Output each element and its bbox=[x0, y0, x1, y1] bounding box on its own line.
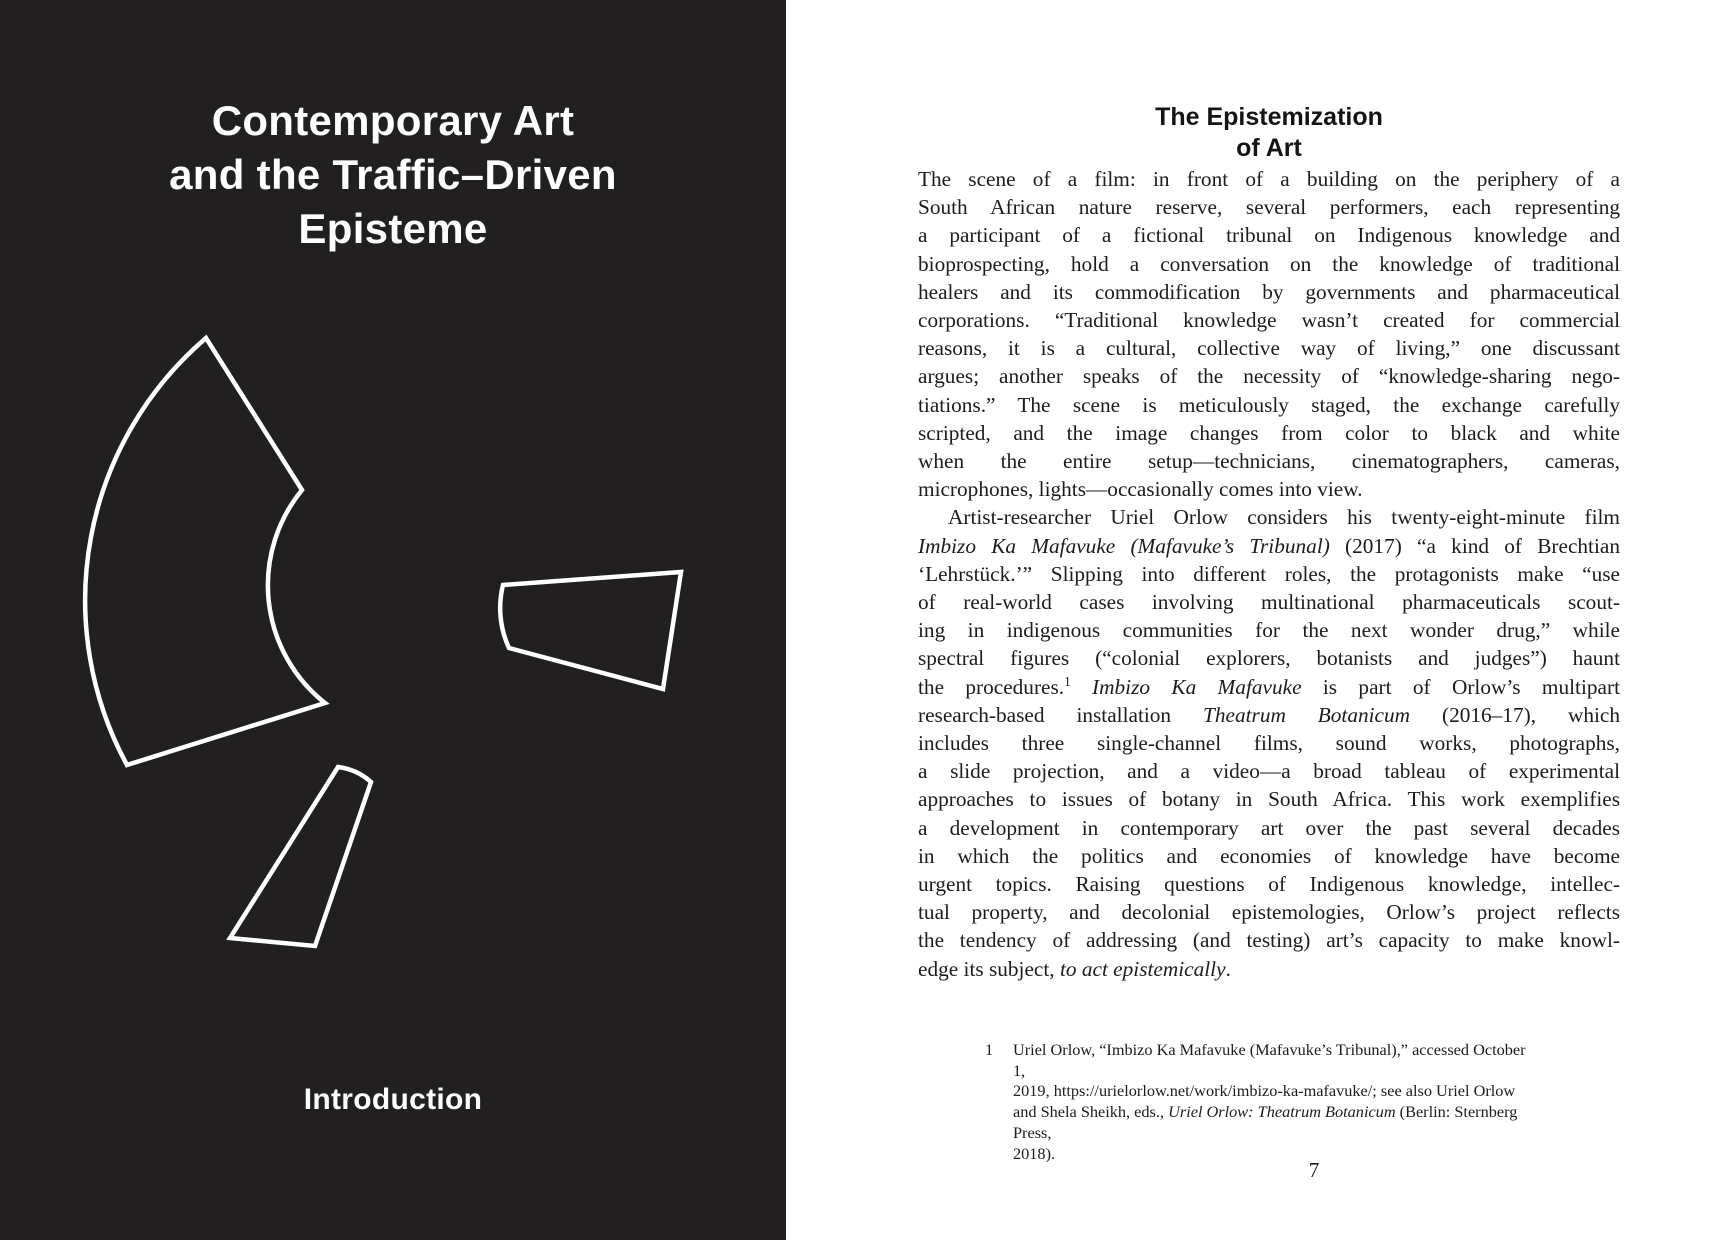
footnote-line: 2019, https://urielorlow.net/work/imbizo-ka-mafavuke/; see also Uriel Orlow bbox=[1013, 1081, 1516, 1101]
text-line: of real-world cases involving multinational pharmaceuticals scout- bbox=[918, 590, 1620, 615]
text-line: South African nature reserve, several performers, each representing bbox=[918, 195, 1620, 220]
text-line: microphones, lights—occasionally comes into view. bbox=[918, 477, 1363, 502]
text-line: approaches to issues of botany in South Africa. This work exemplifies bbox=[918, 787, 1620, 812]
text-line: healers and its commodification by governments and pharmaceutical bbox=[918, 279, 1620, 304]
section-heading bbox=[918, 102, 1620, 164]
text-line: includes three single-channel films, sound works, photographs, bbox=[918, 731, 1620, 756]
text-line: reasons, it is a cultural, collective way of living,” one discussant bbox=[918, 336, 1620, 361]
paragraph bbox=[918, 503, 1620, 982]
text-line: argues; another speaks of the necessity of “knowledge-sharing nego- bbox=[918, 364, 1620, 389]
section-heading-line-2: of Art bbox=[1236, 134, 1302, 162]
paragraph bbox=[918, 165, 1620, 503]
fan-segment-thin bbox=[230, 767, 371, 946]
footnote-line: and Shela Sheikh, eds., Uriel Orlow: Theatrum Botanicum (Berlin: Sternberg Press, bbox=[1013, 1102, 1518, 1142]
fan-segments-graphic bbox=[0, 0, 786, 1240]
text-line: when the entire setup—technicians, cinematographers, cameras, bbox=[918, 449, 1620, 474]
body-text bbox=[918, 165, 1620, 983]
text-line: the tendency of addressing (and testing) art’s capacity to make knowl- bbox=[918, 928, 1620, 953]
footnote-number: 1 bbox=[985, 1040, 994, 1059]
text-line: Artist-researcher Uriel Orlow considers his twenty-eight-minute film bbox=[948, 505, 1620, 530]
text-line: research-based installation Theatrum Botanicum (2016–17), which bbox=[918, 702, 1620, 727]
text-line: a participant of a fictional tribunal on Indigenous knowledge and bbox=[918, 223, 1620, 248]
page-number: 7 bbox=[1308, 1158, 1320, 1182]
text-line: corporations. “Traditional knowledge wasn’t created for commercial bbox=[918, 308, 1620, 333]
text-line: bioprospecting, hold a conversation on the knowledge of traditional bbox=[918, 251, 1620, 276]
text-line: ‘Lehrstück.’” Slipping into different roles, the protagonists make “use bbox=[918, 561, 1620, 586]
footnote-text bbox=[918, 1040, 1538, 1164]
text-line: in which the politics and economies of knowledge have become bbox=[918, 843, 1620, 868]
text-line: The scene of a film: in front of a building on the periphery of a bbox=[918, 167, 1620, 191]
text-line: a slide projection, and a video—a broad tableau of experimental bbox=[918, 759, 1620, 784]
text-line: edge its subject, to act epistemically. bbox=[918, 956, 1231, 981]
chapter-title-line-3: Episteme bbox=[298, 205, 488, 252]
text-line: urgent topics. Raising questions of Indigenous knowledge, intellec- bbox=[918, 872, 1620, 897]
text-line: scripted, and the image changes from color to black and white bbox=[918, 420, 1620, 445]
footnote bbox=[918, 1040, 1538, 1164]
text-line: tiations.” The scene is meticulously staged, the exchange carefully bbox=[918, 392, 1620, 417]
section-heading-line-1: The Epistemization bbox=[1155, 103, 1383, 131]
footnote-line: Uriel Orlow, “Imbizo Ka Mafavuke (Mafavuke’s Tribunal),” accessed October 1, bbox=[1013, 1040, 1526, 1080]
text-line: ing in indigenous communities for the next wonder drug,” while bbox=[918, 618, 1620, 643]
fan-segment-large bbox=[85, 338, 325, 765]
text-line: spectral figures (“colonial explorers, botanists and judges”) haunt bbox=[918, 646, 1620, 671]
text-line: Imbizo Ka Mafavuke (Mafavuke’s Tribunal) (2017) “a kind of Brechtian bbox=[918, 533, 1620, 558]
section-label-introduction: Introduction bbox=[303, 1083, 483, 1116]
text-line: a development in contemporary art over the past several decades bbox=[918, 815, 1620, 840]
fan-segment-right bbox=[500, 572, 681, 689]
left-page bbox=[0, 0, 786, 1240]
chapter-title-line-1: Contemporary Art bbox=[211, 97, 575, 144]
footnote-line: 2018). bbox=[1013, 1143, 1056, 1163]
right-page bbox=[786, 0, 1712, 1240]
chapter-title-line-2: and the Traffic–Driven bbox=[169, 151, 617, 198]
text-line: the procedures.$^1$ Imbizo Ka Mafavuke is part of Orlow’s multipart bbox=[918, 673, 1620, 699]
text-line: tual property, and decolonial epistemologies, Orlow’s project reflects bbox=[918, 900, 1620, 925]
